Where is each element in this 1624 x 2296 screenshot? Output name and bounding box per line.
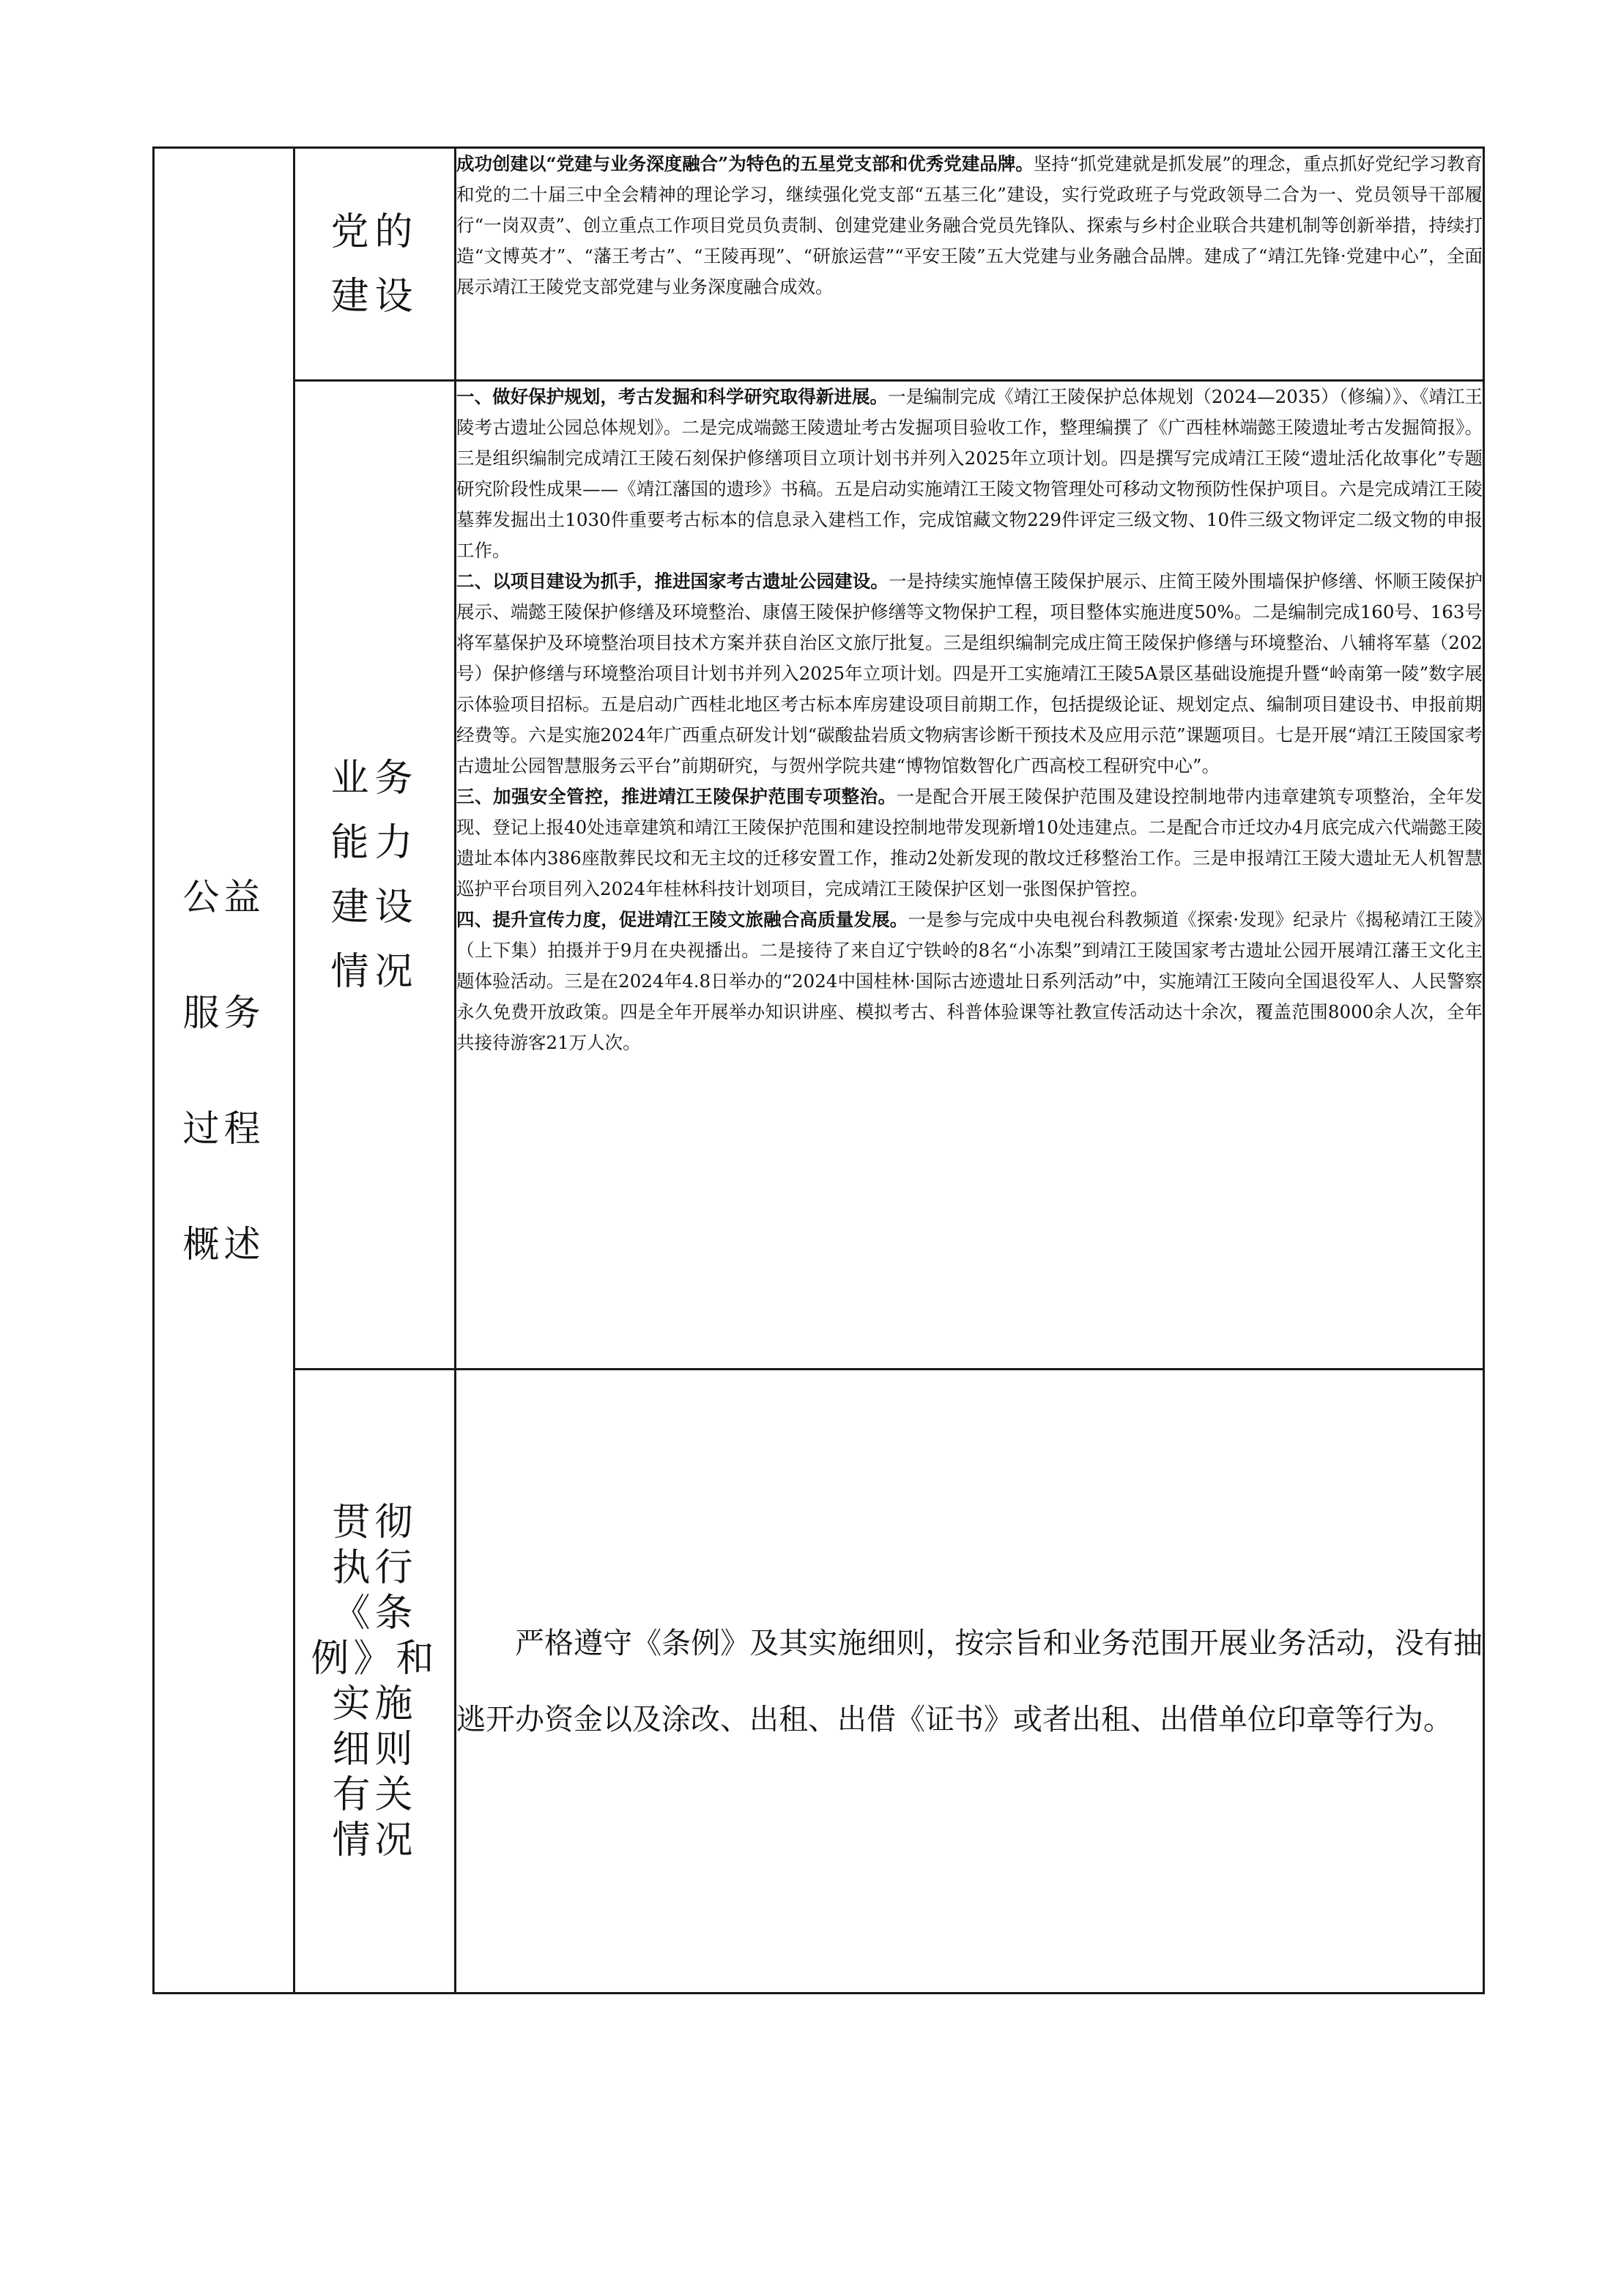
regulation-label-line: 有关	[332, 1772, 418, 1817]
party-building-content	[456, 148, 1484, 381]
business-label-line: 情况	[330, 949, 419, 994]
business-item-text: 一是参与完成中央电视台科教频道《探索·发现》纪录片《揭秘靖江王陵》（上下集）拍摄并于9月在央视播出。二是接待了来自辽宁铁岭的8名“小冻梨”到靖江王陵国家考古遗址公园开展靖江藩王文化主题体验活动。三是在2024年4.8日举办的“2024中国桂林·国际古迹遗址日系列活动”中，实施靖江王陵向全国退役军人、人民警察永久免费开放政策。四是全年开展举办知识讲座、模拟考古、科普体验课等社教宣传活动达十余次，覆盖范围8000余人次，全年共接待游客21万人次。	[456, 909, 1483, 1053]
regulation-row	[154, 1370, 1484, 1994]
business-item	[456, 566, 1483, 781]
business-item-text: 一是编制完成《靖江王陵保护总体规划（2024—2035）（修编）》、《靖江王陵考古遗址公园总体规划》。二是完成端懿王陵遗址考古发掘项目验收工作，整理编撰了《广西桂林端懿王陵遗址考古发掘简报》。三是组织编制完成靖江王陵石刻保护修缮项目立项计划书并列入2025年立项计划。四是撰写完成靖江王陵“遗址活化故事化”专题研究阶段性成果——《靖江藩国的遗珍》书稿。五是启动实施靖江王陵文物管理处可移动文物预防性保护项目。六是完成靖江王陵墓葬发掘出土1030件重要考古标本的信息录入建档工作，完成馆藏文物229件评定三级文物、10件三级文物评定二级文物的申报工作。	[456, 386, 1483, 561]
business-item-heading: 二、以项目建设为抓手，推进国家考古遗址公园建设。	[456, 571, 889, 592]
party-building-row	[154, 148, 1484, 381]
regulation-label-line: 例》和	[311, 1636, 439, 1681]
party-label-line: 党的	[330, 209, 419, 254]
business-item-heading: 三、加强安全管控，推进靖江王陵保护范围专项整治。	[456, 786, 897, 807]
business-item-heading: 四、提升宣传力度，促进靖江王陵文旅融合高质量发展。	[456, 909, 908, 930]
business-item-heading: 一、做好保护规划，考古发掘和科学研究取得新进展。	[456, 386, 889, 407]
report-table	[152, 146, 1485, 1994]
regulation-label-line: 贯彻	[332, 1500, 418, 1545]
section-label-cell	[154, 148, 294, 1994]
business-label-line: 业务	[330, 756, 419, 800]
regulation-label-line: 实施	[332, 1682, 418, 1726]
business-item	[456, 382, 1483, 566]
business-capacity-row	[154, 381, 1484, 1370]
section-label-line: 服务	[182, 991, 265, 1034]
business-item-text: 一是配合开展王陵保护范围及建设控制地带内违章建筑专项整治，全年发现、登记上报40处违章建筑和靖江王陵保护范围和建设控制地带发现新增10处违建点。二是配合市迁坟办4月底完成六代端懿王陵遗址本体内386座散葬民坟和无主坟的迁移安置工作，推动2处新发现的散坟迁移整治工作。三是申报靖江王陵大遗址无人机智慧巡护平台项目列入2024年桂林科技计划项目，完成靖江王陵保护区划一张图保护管控。	[456, 786, 1483, 899]
party-building-label	[294, 148, 456, 381]
regulation-label	[294, 1370, 456, 1994]
business-item-text: 一是持续实施悼僖王陵保护展示、庄简王陵外围墙保护修缮、怀顺王陵保护展示、端懿王陵保护修缮及环境整治、康僖王陵保护修缮等文物保护工程，项目整体实施进度50%。二是编制完成160号、163号将军墓保护及环境整治项目技术方案并获自治区文旅厅批复。三是组织编制完成庄简王陵保护修缮与环境整治、八辅将军墓（202号）保护修缮与环境整治项目计划书并列入2025年立项计划。四是开工实施靖江王陵5A景区基础设施提升暨“岭南第一陵”数字展示体验项目招标。五是启动广西桂北地区考古标本库房建设项目前期工作，包括提级论证、规划定点、编制项目建设书、申报前期经费等。六是实施2024年广西重点研发计划“碳酸盐岩质文物病害诊断干预技术及应用示范”课题项目。七是开展“靖江王陵国家考古遗址公园智慧服务云平台”前期研究，与贺州学院共建“博物馆数智化广西高校工程研究中心”。	[456, 571, 1483, 776]
business-label-line: 建设	[330, 885, 419, 929]
party-label-line: 建设	[330, 274, 419, 319]
section-label-line: 公益	[182, 875, 265, 918]
business-item	[456, 904, 1483, 1058]
party-building-paragraph	[456, 149, 1483, 302]
business-label-line: 能力	[330, 820, 419, 865]
party-text: 坚持“抓党建就是抓发展”的理念，重点抓好党纪学习教育和党的二十届三中全会精神的理论学习，继续强化党支部“五基三化”建设，实行党政班子与党政领导二合为一、党员领导干部履行“一岗双责”、创立重点工作项目党员负责制、创建党建业务融合党员先锋队、探索与乡村企业联合共建机制等创新举措，持续打造“文博英才”、“藩王考古”、“王陵再现”、“研旅运营”“平安王陵”五大党建与业务融合品牌。建成了“靖江先锋·党建中心”，全面展示靖江王陵党支部党建与业务深度融合成效。	[456, 153, 1483, 297]
regulation-label-line: 执行	[332, 1545, 418, 1590]
regulation-label-line: 细则	[332, 1727, 418, 1772]
party-lead-bold: 成功创建以“党建与业务深度融合”为特色的五星党支部和优秀党建品牌。	[456, 153, 1034, 174]
business-item	[456, 781, 1483, 904]
regulation-label-line: 《条	[332, 1591, 418, 1635]
section-label-line: 概述	[182, 1222, 265, 1266]
section-label-line: 过程	[182, 1107, 265, 1150]
business-capacity-label	[294, 381, 456, 1370]
business-capacity-content	[456, 381, 1484, 1370]
regulation-label-line: 情况	[332, 1818, 418, 1862]
regulation-paragraph: 严格遵守《条例》及其实施细则，按宗旨和业务范围开展业务活动，没有抽逃开办资金以及涂改、出租、出借《证书》或者出租、出借单位印章等行为。	[456, 1626, 1483, 1736]
regulation-content	[456, 1370, 1484, 1994]
